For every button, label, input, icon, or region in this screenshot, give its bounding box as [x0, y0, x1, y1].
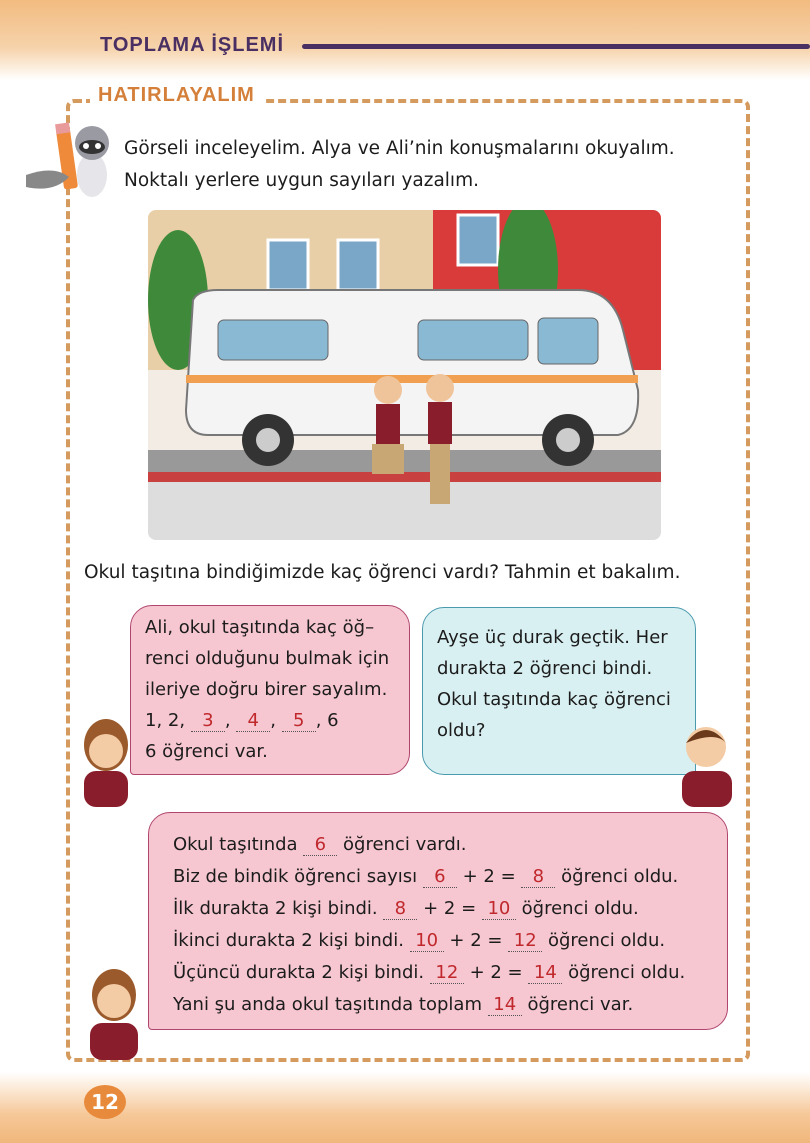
text: İlk durakta 2 kişi bindi.	[173, 898, 378, 919]
operator: + 2 =	[469, 962, 523, 983]
bubble-text: Ayşe üç durak geçtik. Her durakta 2 öğrenci bindi. Okul taşıtında kaç öğrenci oldu?	[437, 627, 671, 741]
page-number: 12	[84, 1085, 126, 1119]
girl-alya-avatar	[78, 715, 134, 807]
raccoon-pencil-mascot-icon	[24, 115, 120, 200]
count-start: 1, 2,	[145, 710, 186, 731]
answer-blank[interactable]: 14	[528, 963, 562, 984]
school-bus-illustration	[148, 210, 661, 540]
speech-bubble-summary	[148, 812, 728, 1030]
summary-line	[173, 989, 703, 1021]
speech-bubble-ali	[422, 607, 696, 775]
text: Okul taşıtında	[173, 834, 298, 855]
answer-blank[interactable]: 6	[303, 835, 337, 856]
text: öğrenci oldu.	[521, 898, 639, 919]
summary-line	[173, 925, 703, 957]
answer-blank[interactable]: 12	[430, 963, 464, 984]
summary-line	[173, 829, 703, 861]
unit-title: TOPLAMA İŞLEMİ	[100, 34, 284, 56]
text: öğrenci oldu.	[547, 930, 666, 951]
count-end: , 6	[315, 710, 339, 731]
text: Yani şu anda okul taşıtında toplam	[173, 994, 482, 1015]
operator: + 2 =	[449, 930, 503, 951]
answer-blank[interactable]: 8	[383, 899, 417, 920]
summary-line	[173, 861, 703, 893]
speech-bubble-alya	[130, 605, 410, 775]
answer-blank[interactable]: 6	[423, 867, 457, 888]
answer-blank[interactable]: 3	[191, 711, 225, 732]
summary-line	[173, 893, 703, 925]
answer-blank[interactable]: 12	[508, 931, 542, 952]
bubble-line: renci olduğunu bulmak için	[145, 648, 390, 669]
answer-blank[interactable]: 8	[521, 867, 555, 888]
operator: + 2 =	[423, 898, 477, 919]
bubble-line: Ali, okul taşıtında kaç öğ–	[145, 617, 375, 638]
operator: + 2 =	[462, 866, 516, 887]
answer-blank[interactable]: 5	[282, 711, 316, 732]
text: İkinci durakta 2 kişi bindi.	[173, 930, 404, 951]
bubble-line: ileriye doğru birer sayalım.	[145, 679, 388, 700]
counting-line: 1, 2, 3 , 4 , 5 , 6	[145, 710, 339, 731]
text: öğrenci oldu.	[561, 866, 679, 887]
text: öğrenci var.	[527, 994, 634, 1015]
boy-ali-avatar	[676, 715, 736, 807]
summary-line	[173, 957, 703, 989]
instructions: Görseli inceleyelim. Alya ve Ali’nin konuşmalarını okuyalım. Noktalı yerlere uygun sayıları yazalım.	[124, 138, 675, 191]
bubble-line: 6 öğrenci var.	[145, 741, 268, 762]
question-text: Okul taşıtına bindiğimizde kaç öğrenci vardı? Tahmin et bakalım.	[84, 562, 681, 583]
answer-blank[interactable]: 14	[488, 995, 522, 1016]
answer-blank[interactable]: 4	[236, 711, 270, 732]
text: öğrenci vardı.	[343, 834, 467, 855]
text: öğrenci oldu.	[568, 962, 686, 983]
text: Üçüncü durakta 2 kişi bindi.	[173, 962, 425, 983]
girl-alya-avatar-2	[84, 965, 144, 1060]
answer-blank[interactable]: 10	[410, 931, 444, 952]
answer-blank[interactable]: 10	[482, 899, 516, 920]
header-rule	[302, 44, 810, 49]
text: Biz de bindik öğrenci sayısı	[173, 866, 418, 887]
section-title: HATIRLAYALIM	[90, 84, 263, 107]
